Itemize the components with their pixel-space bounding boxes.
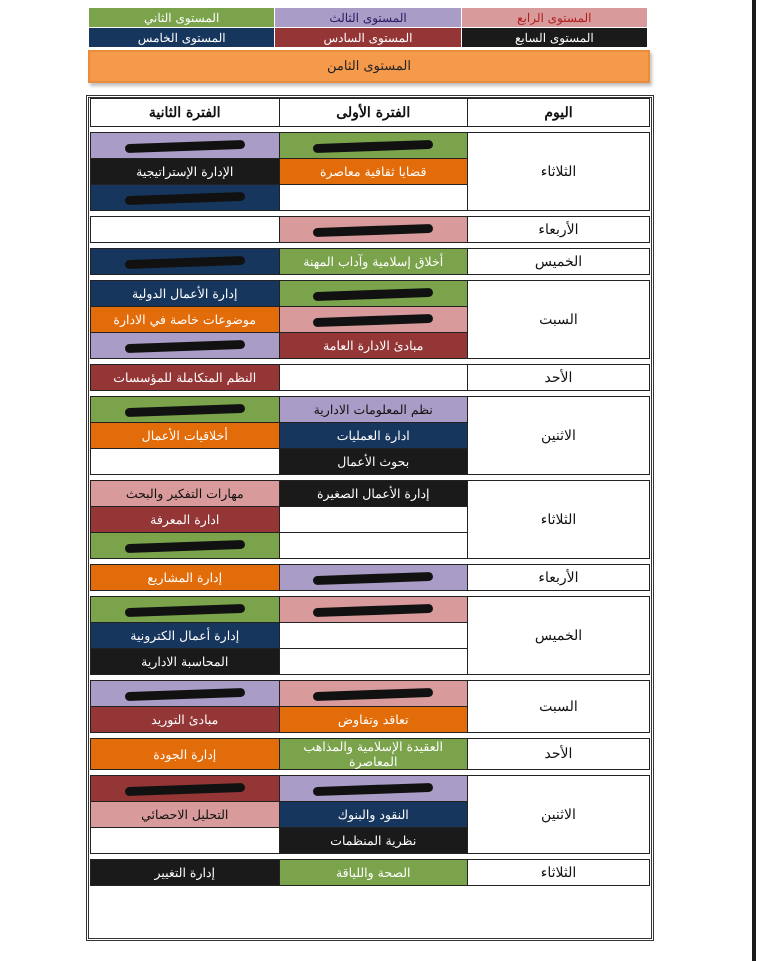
day-cell: الأحد: [467, 365, 649, 391]
schedule-row: [91, 739, 650, 770]
course-cell: النظم المتكاملة للمؤسسات: [91, 365, 280, 391]
redaction-scribble: [125, 540, 245, 553]
redaction-scribble: [125, 140, 245, 153]
legend-row: [89, 28, 648, 48]
redaction-scribble: [313, 572, 433, 585]
redacted-course-cell: [279, 597, 467, 623]
schedule-row: [91, 681, 650, 707]
redaction-scribble: [125, 604, 245, 617]
page-edge: [752, 0, 756, 961]
redaction-scribble: [125, 404, 245, 417]
course-cell: قضايا ثقافية معاصرة: [279, 159, 467, 185]
day-cell: الأحد: [467, 739, 649, 770]
day-cell: الثلاثاء: [467, 133, 649, 211]
schedule-row: [91, 249, 650, 275]
legend-level-cell: المستوى السادس: [275, 28, 461, 48]
header-second-period: الفترة الثانية: [91, 99, 280, 127]
legend-row: [89, 8, 648, 28]
empty-cell: [91, 449, 280, 475]
course-cell: إدارة الأعمال الدولية: [91, 281, 280, 307]
empty-cell: [91, 217, 280, 243]
legend-level-cell: المستوى السابع: [461, 28, 647, 48]
day-cell: الخميس: [467, 597, 649, 675]
schedule-header-row: [91, 99, 650, 127]
empty-cell: [279, 649, 467, 675]
day-cell: السبت: [467, 681, 649, 733]
day-cell: الاثنين: [467, 776, 649, 854]
empty-cell: [279, 365, 467, 391]
day-cell: الأربعاء: [467, 217, 649, 243]
legend-level-8: المستوى الثامن: [88, 50, 650, 83]
header-day: اليوم: [467, 99, 649, 127]
course-cell: إدارة أعمال الكترونية: [91, 623, 280, 649]
course-cell: إدارة المشاريع: [91, 565, 280, 591]
redaction-scribble: [313, 224, 433, 237]
redacted-course-cell: [279, 681, 467, 707]
redacted-course-cell: [279, 307, 467, 333]
redaction-scribble: [313, 688, 433, 701]
legend-level-cell: المستوى الخامس: [89, 28, 275, 48]
legend-level-cell: المستوى الرابع: [461, 8, 647, 28]
course-cell: التحليل الاحصائي: [91, 802, 280, 828]
course-cell: إدارة الأعمال الصغيرة: [279, 481, 467, 507]
redaction-scribble: [313, 604, 433, 617]
day-cell: الخميس: [467, 249, 649, 275]
course-cell: ادارة المعرفة: [91, 507, 280, 533]
course-cell: إدارة التغيير: [91, 860, 280, 886]
schedule-row: [91, 565, 650, 591]
day-cell: السبت: [467, 281, 649, 359]
redacted-course-cell: [279, 217, 467, 243]
empty-cell: [91, 828, 280, 854]
course-cell: ادارة العمليات: [279, 423, 467, 449]
empty-cell: [279, 507, 467, 533]
schedule-table: [90, 98, 650, 886]
redacted-course-cell: [91, 776, 280, 802]
day-cell: الثلاثاء: [467, 481, 649, 559]
course-cell: أخلاقيات الأعمال: [91, 423, 280, 449]
course-cell: أخلاق إسلامية وآداب المهنة: [279, 249, 467, 275]
redaction-scribble: [313, 314, 433, 327]
redacted-course-cell: [279, 776, 467, 802]
schedule-row: [91, 217, 650, 243]
schedule-row: [91, 776, 650, 802]
redaction-scribble: [125, 688, 245, 701]
header-first-period: الفترة الأولى: [279, 99, 467, 127]
course-cell: تعاقد وتفاوض: [279, 707, 467, 733]
redacted-course-cell: [279, 133, 467, 159]
redaction-scribble: [313, 783, 433, 796]
schedule-row: [91, 860, 650, 886]
redaction-scribble: [313, 288, 433, 301]
schedule-row: [91, 133, 650, 159]
redacted-course-cell: [91, 249, 280, 275]
course-cell: موضوعات خاصة في الادارة: [91, 307, 280, 333]
redacted-course-cell: [91, 133, 280, 159]
redaction-scribble: [125, 783, 245, 796]
schedule-row: [91, 365, 650, 391]
redacted-course-cell: [279, 281, 467, 307]
day-cell: الثلاثاء: [467, 860, 649, 886]
schedule-row: [91, 481, 650, 507]
redacted-course-cell: [91, 533, 280, 559]
level-legend: [88, 7, 648, 48]
course-cell: نظرية المنظمات: [279, 828, 467, 854]
redaction-scribble: [313, 140, 433, 153]
schedule-row: [91, 281, 650, 307]
redacted-course-cell: [91, 681, 280, 707]
redaction-scribble: [125, 340, 245, 353]
course-cell: مهارات التفكير والبحث: [91, 481, 280, 507]
course-cell: العقيدة الإسلامية والمذاهب المعاصرة: [279, 739, 467, 770]
course-cell: نظم المعلومات الادارية: [279, 397, 467, 423]
empty-cell: [279, 185, 467, 211]
legend-level-cell: المستوى الثاني: [89, 8, 275, 28]
redaction-scribble: [125, 192, 245, 205]
course-cell: النقود والبنوك: [279, 802, 467, 828]
day-cell: الأربعاء: [467, 565, 649, 591]
course-cell: مبادئ التوريد: [91, 707, 280, 733]
redacted-course-cell: [91, 397, 280, 423]
day-cell: الاثنين: [467, 397, 649, 475]
redacted-course-cell: [91, 185, 280, 211]
course-cell: بحوث الأعمال: [279, 449, 467, 475]
legend-level-cell: المستوى الثالث: [275, 8, 461, 28]
empty-cell: [279, 623, 467, 649]
schedule-row: [91, 597, 650, 623]
course-cell: الصحة واللياقة: [279, 860, 467, 886]
schedule-row: [91, 397, 650, 423]
course-cell: الإدارة الإستراتيجية: [91, 159, 280, 185]
redacted-course-cell: [91, 333, 280, 359]
course-cell: المحاسبة الادارية: [91, 649, 280, 675]
course-cell: مبادئ الادارة العامة: [279, 333, 467, 359]
empty-cell: [279, 533, 467, 559]
redaction-scribble: [125, 256, 245, 269]
redacted-course-cell: [279, 565, 467, 591]
redacted-course-cell: [91, 597, 280, 623]
course-cell: إدارة الجودة: [91, 739, 280, 770]
